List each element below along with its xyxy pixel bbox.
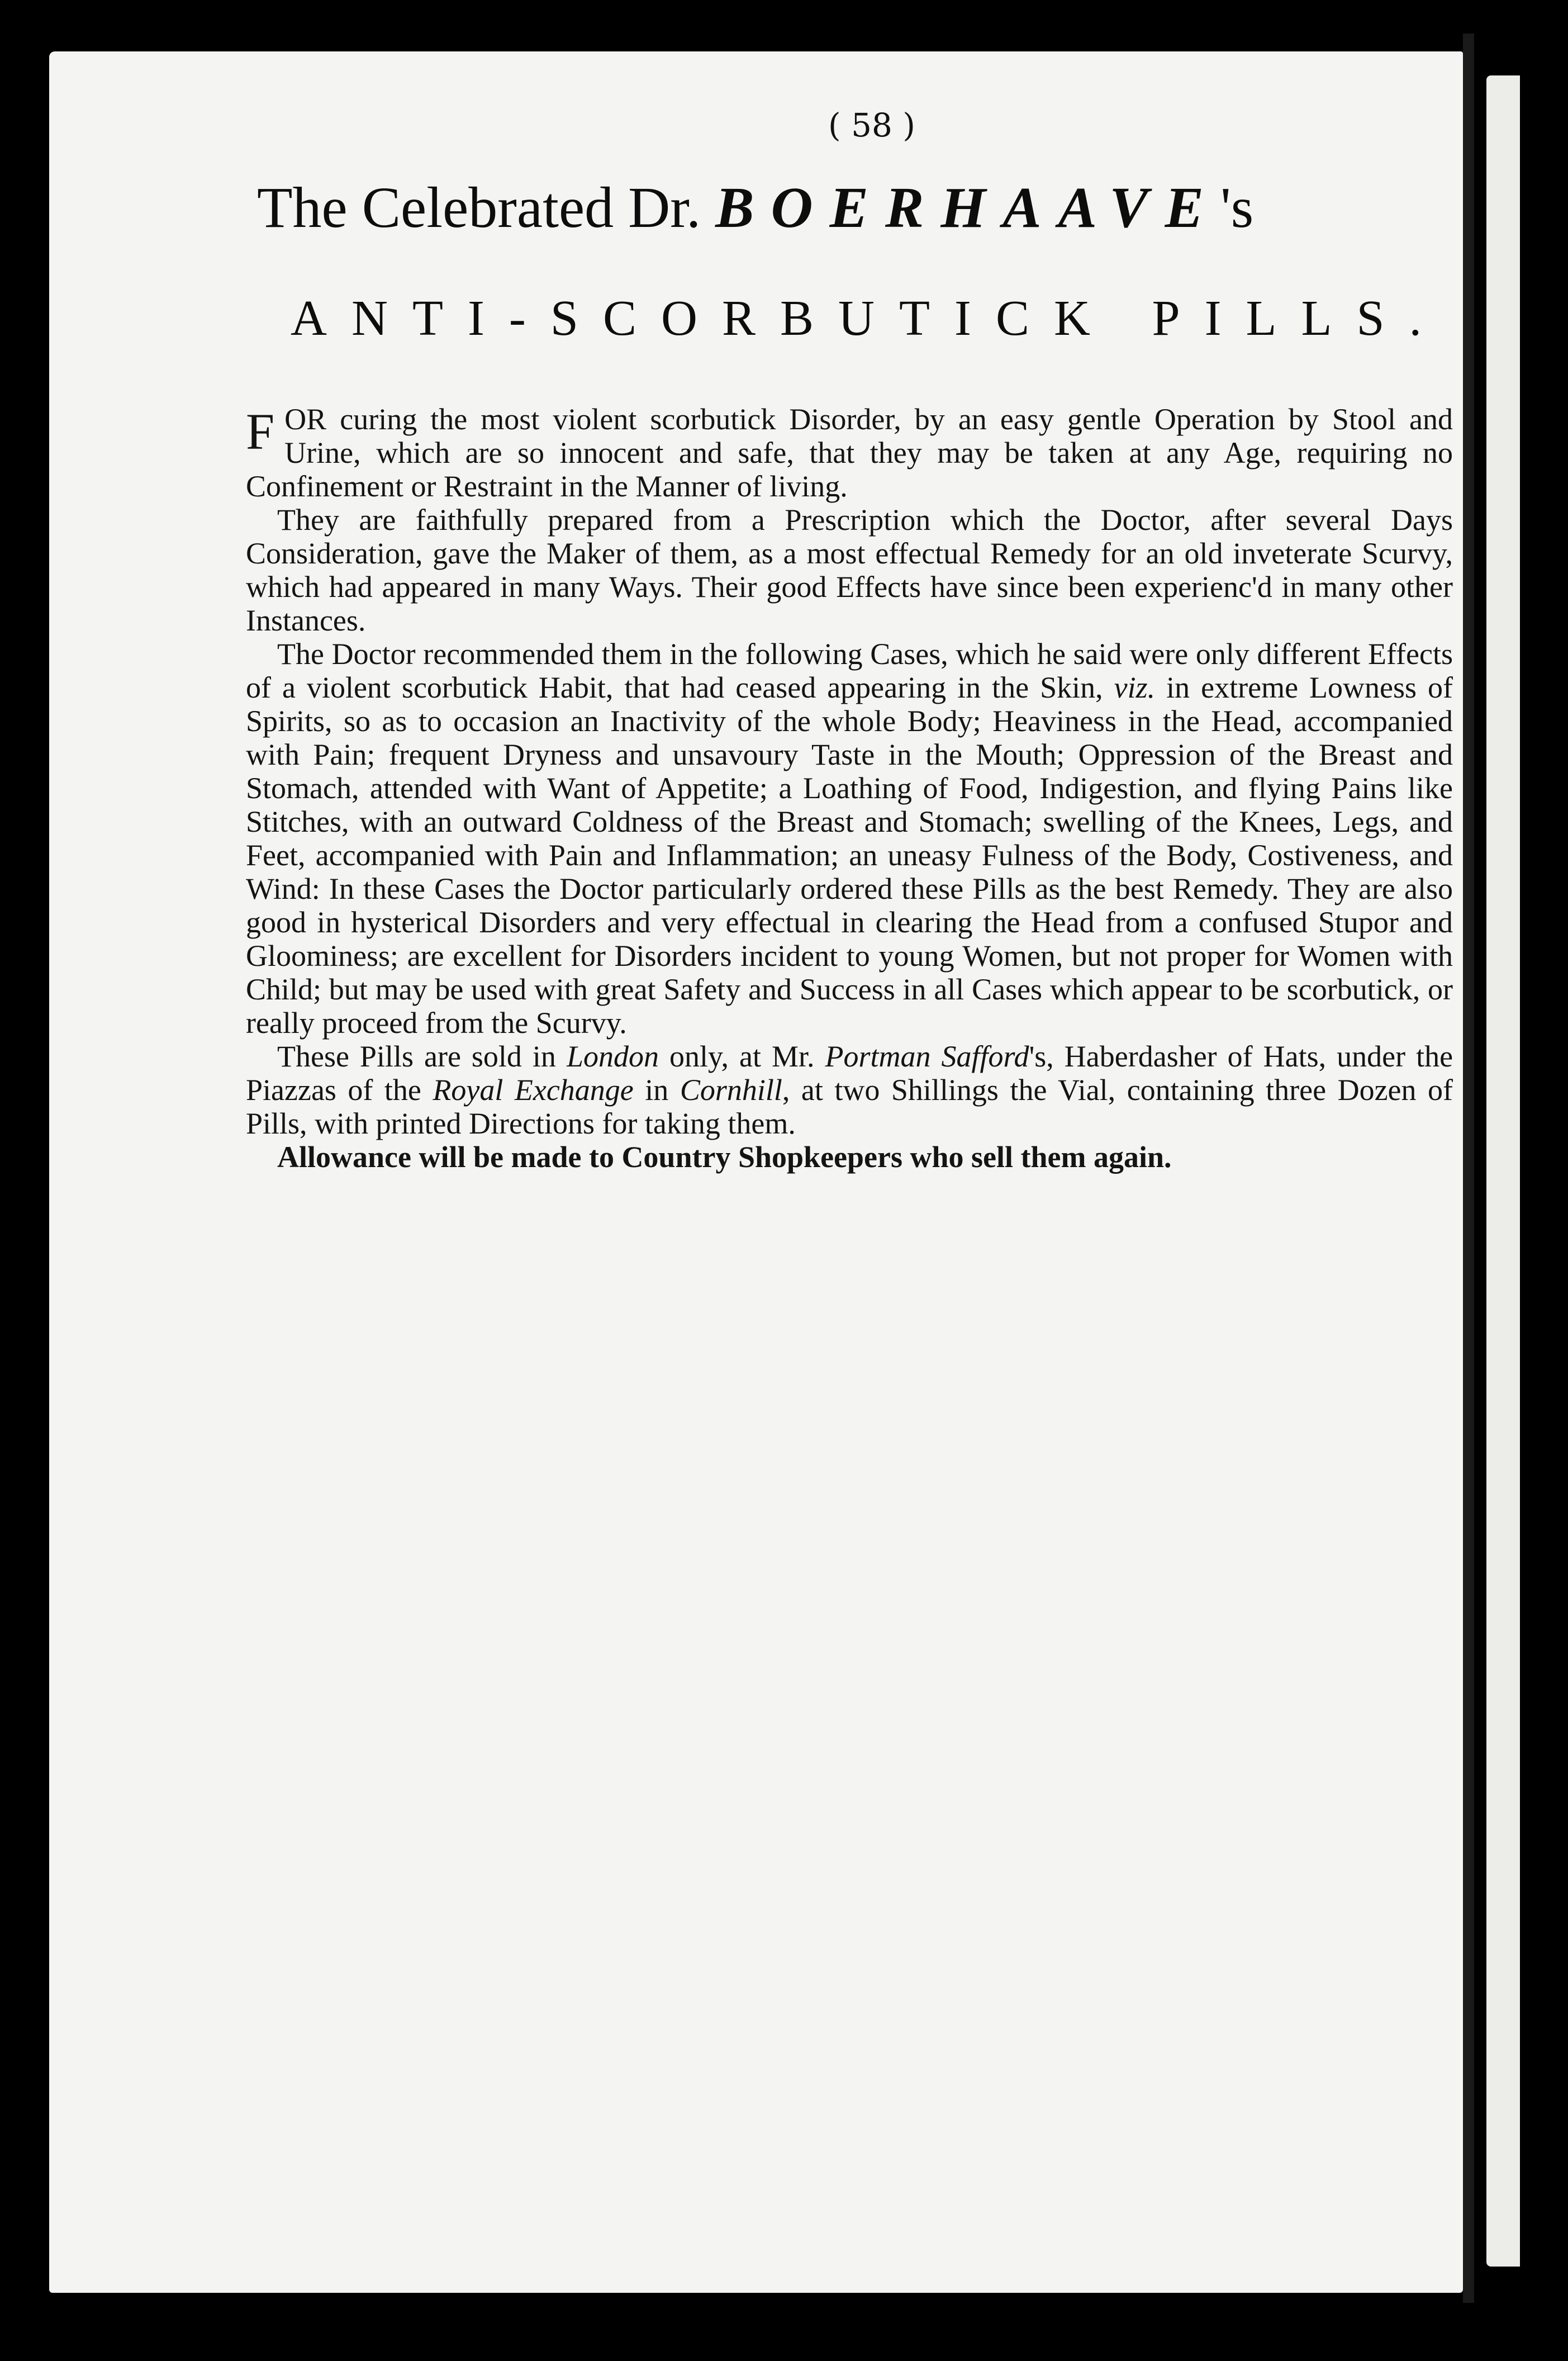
facing-page-edge — [1486, 75, 1520, 2267]
paragraph-1 — [246, 402, 1453, 503]
paragraph-3 — [246, 637, 1453, 1040]
paragraph-4 — [246, 1040, 1453, 1140]
page-subtitle: ANTI-SCORBUTICK PILLS. — [291, 291, 1447, 346]
paragraph-4-text-a: These Pills are sold in — [277, 1040, 556, 1073]
body-text — [246, 402, 1453, 1174]
paragraph-4-text-c: 's, Haberdasher of Hats, under the Piazzas of the — [246, 1040, 1453, 1107]
paragraph-2: They are faithfully prepared from a Prescription which the Doctor, after several Days Consideration, gave the Maker of them, as a most effectual Remedy for an old inveterate Scurvy, which had appeared in many Ways. Their good Effects have since been experienc'd in many other Instances. — [246, 503, 1453, 637]
title-lead: The Celebrated Dr. — [257, 176, 716, 240]
title-suffix: 's — [1220, 176, 1254, 240]
page-number: ( 58 ) — [828, 106, 915, 144]
page-title — [257, 176, 1453, 240]
place-london: London — [566, 1040, 659, 1073]
drop-cap: F — [246, 403, 275, 460]
paragraph-4-text-d: in — [645, 1073, 669, 1107]
gutter-shadow — [1463, 34, 1474, 2303]
paragraph-3-text-a: The Doctor recommended them in the following Cases, which he said were only different Effects of a violent scorbutick Habit, that had ceased appearing in the Skin, — [246, 637, 1453, 704]
paragraph-1-text: OR curing the most violent scorbutick Disorder, by an easy gentle Operation by Stool and Urine, which are so innocent and safe, that they may be taken at any Age, requiring no Confinement or Restraint in the Manner of living. — [246, 402, 1453, 503]
paragraph-3-viz: viz. — [1114, 671, 1156, 704]
place-cornhill: Cornhill — [680, 1073, 782, 1107]
place-royal-exchange: Royal Exchange — [433, 1073, 634, 1107]
paragraph-5: Allowance will be made to Country Shopkeepers who sell them again. — [277, 1140, 1172, 1174]
seller-name: Portman Safford — [825, 1040, 1029, 1073]
paragraph-3-text-b: in extreme Lowness of Spirits, so as to occasion an Inactivity of the whole Body; Heaviness in the Head, accompanied with Pain; frequent Dryness and unsavoury Taste in the Mouth; Oppression of the Breast and Stomach, attended with Want of Appetite; a Loathing of Food, Indigestion, and flying Pains like Stitches, with an outward Coldness of the Breast and Stomach; swelling of the Knees, Legs, and Feet, accompanied with Pain and Inflammation; an uneasy Fulness of the Body, Costiveness, and Wind: In these Cases the Doctor particularly ordered these Pills as the best Remedy. They are also good in hysterical Disorders and very effectual in clearing the Head from a confused Stupor and Gloominess; are excellent for Disorders incident to young Women, but not proper for Women with Child; but may be used with great Safety and Success in all Cases which appear to be scorbutick, or really proceed from the Scurvy. — [246, 671, 1453, 1040]
paragraph-4-text-e: , at two Shillings the Vial, containing three Dozen of Pills, with printed Directions for taking them. — [246, 1073, 1453, 1140]
paragraph-4-text-b: only, at Mr. — [669, 1040, 815, 1073]
title-name: BOERHAAVE — [715, 176, 1220, 240]
